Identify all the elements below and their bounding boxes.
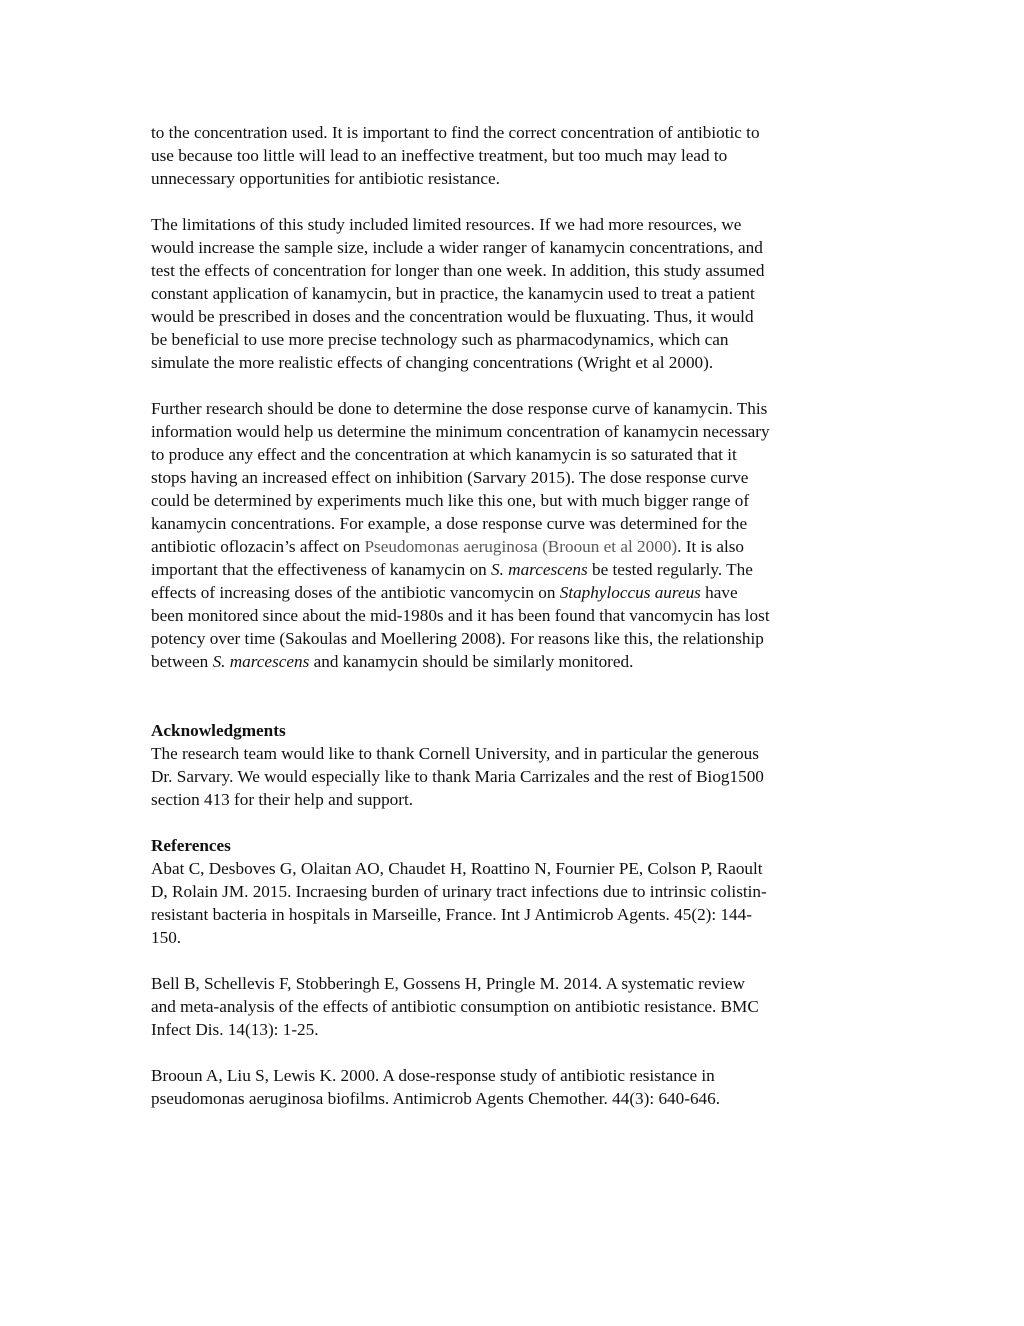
text-line: would increase the sample size, include a wider ranger of kanamycin concentrations, and <box>151 238 763 257</box>
text-line: test the effects of concentration for longer than one week. In addition, this study assumed <box>151 261 765 280</box>
text-line <box>151 650 881 673</box>
text-line: Infect Dis. 14(13): 1-25. <box>151 1020 319 1039</box>
document-page <box>151 121 881 1133</box>
text-line: Bell B, Schellevis F, Stobberingh E, Gossens H, Pringle M. 2014. A systematic review <box>151 974 745 993</box>
text-line: stops having an increased effect on inhibition (Sarvary 2015). The dose response curve <box>151 468 749 487</box>
text-line: Further research should be done to determine the dose response curve of kanamycin. This <box>151 399 768 418</box>
section-spacer <box>151 696 881 719</box>
text-segment: between <box>151 652 213 671</box>
species-name: S. marcescens <box>212 652 310 671</box>
text-line: constant application of kanamycin, but in practice, the kanamycin used to treat a patient <box>151 284 755 303</box>
text-segment: and kanamycin should be similarly monitored. <box>309 652 634 671</box>
acknowledgments-heading: Acknowledgments <box>151 721 286 740</box>
reference-entry <box>151 1064 881 1110</box>
text-line: to produce any effect and the concentration at which kanamycin is so saturated that it <box>151 445 737 464</box>
citation-grey-text: Pseudomonas aeruginosa (Brooun et al 2000) <box>364 537 678 556</box>
text-line: to the concentration used. It is important to find the correct concentration of antibiotic to <box>151 123 760 142</box>
text-line: information would help us determine the minimum concentration of kanamycin necessary <box>151 422 770 441</box>
text-line: unnecessary opportunities for antibiotic resistance. <box>151 169 500 188</box>
text-segment: . It is also <box>677 537 745 556</box>
text-line: Abat C, Desboves G, Olaitan AO, Chaudet H, Roattino N, Fournier PE, Colson P, Raoult <box>151 859 763 878</box>
text-line: Dr. Sarvary. We would especially like to thank Maria Carrizales and the rest of Biog1500 <box>151 767 764 786</box>
references-heading: References <box>151 836 231 855</box>
text-line: been monitored since about the mid-1980s and it has been found that vancomycin has lost <box>151 606 770 625</box>
text-line: Brooun A, Liu S, Lewis K. 2000. A dose-response study of antibiotic resistance in <box>151 1066 715 1085</box>
text-line: potency over time (Sakoulas and Moellering 2008). For reasons like this, the relationship <box>151 629 764 648</box>
text-line: kanamycin concentrations. For example, a dose response curve was determined for the <box>151 514 748 533</box>
paragraph-further-research <box>151 397 881 673</box>
text-line: The research team would like to thank Cornell University, and in particular the generous <box>151 744 759 763</box>
text-line <box>151 558 881 581</box>
reference-entry <box>151 972 881 1041</box>
text-line <box>151 581 881 604</box>
text-line: section 413 for their help and support. <box>151 790 414 809</box>
paragraph-limitations <box>151 213 881 374</box>
text-line: be beneficial to use more precise technology such as pharmacodynamics, which can <box>151 330 729 349</box>
text-line: The limitations of this study included limited resources. If we had more resources, we <box>151 215 742 234</box>
text-line: D, Rolain JM. 2015. Incraesing burden of urinary tract infections due to intrinsic colistin- <box>151 882 767 901</box>
acknowledgments-section <box>151 719 881 811</box>
text-line: use because too little will lead to an ineffective treatment, but too much may lead to <box>151 146 728 165</box>
text-line: and meta-analysis of the effects of antibiotic consumption on antibiotic resistance. BMC <box>151 997 759 1016</box>
reference-entry <box>151 857 881 949</box>
paragraph-concentration <box>151 121 881 190</box>
text-line: pseudomonas aeruginosa biofilms. Antimicrob Agents Chemother. 44(3): 640-646. <box>151 1089 721 1108</box>
text-line: resistant bacteria in hospitals in Marseille, France. Int J Antimicrob Agents. 45(2): 144- <box>151 905 752 924</box>
text-segment: effects of increasing doses of the antibiotic vancomycin on <box>151 583 560 602</box>
text-line: would be prescribed in doses and the concentration would be fluxuating. Thus, it would <box>151 307 754 326</box>
text-line: could be determined by experiments much like this one, but with much bigger range of <box>151 491 750 510</box>
text-segment: important that the effectiveness of kanamycin on <box>151 560 491 579</box>
references-section <box>151 834 881 1110</box>
species-name: S. marcescens <box>490 560 588 579</box>
species-name: Staphyloccus aureus <box>559 583 701 602</box>
text-line: 150. <box>151 928 182 947</box>
text-line: simulate the more realistic effects of changing concentrations (Wright et al 2000). <box>151 353 714 372</box>
text-segment: antibiotic oflozacin’s affect on <box>151 537 365 556</box>
text-segment: be tested regularly. The <box>587 560 753 579</box>
text-segment: have <box>700 583 738 602</box>
text-line <box>151 535 881 558</box>
